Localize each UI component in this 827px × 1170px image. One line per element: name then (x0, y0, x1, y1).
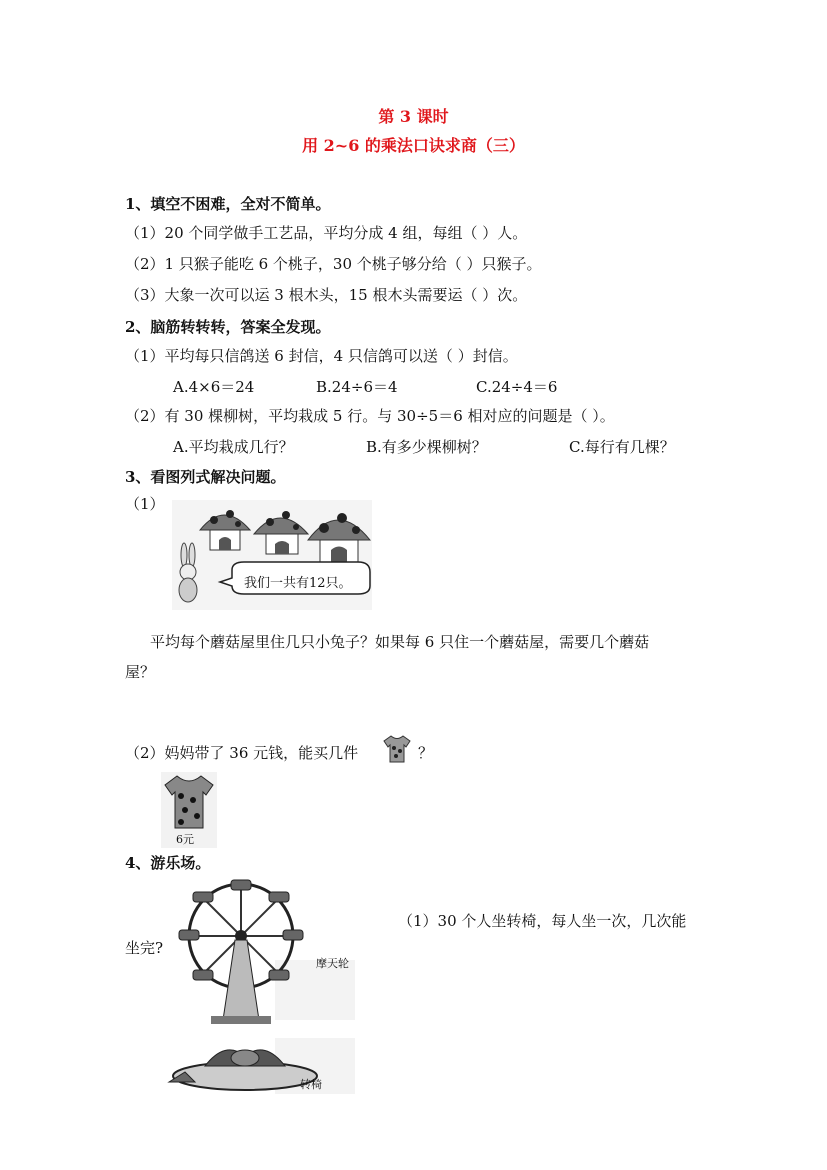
section2-q1-option-b: B.24÷6＝4 (316, 378, 398, 396)
section2-q1: （1）平均每只信鸽送 6 封信，4 只信鸽可以送（ ）封信。 (125, 347, 518, 365)
section4-q1-line2: 坐完? (125, 939, 164, 957)
ferris-wheel-label: 摩天轮 (316, 957, 349, 970)
section1-heading: 1、填空不困难，全对不简单。 (125, 195, 331, 213)
speech-bubble-text: 我们一共有12只。 (244, 576, 352, 591)
mushroom-house-illustration (172, 500, 372, 610)
shirt-price-label: 6元 (176, 833, 194, 846)
page-subtitle: 用 2~6 的乘法口诀求商（三） (302, 136, 525, 155)
section4-heading: 4、游乐场。 (125, 854, 211, 872)
section2-q2: （2）有 30 棵柳树，平均栽成 5 行。与 30÷5＝6 相对应的问题是（ ）。 (125, 407, 615, 425)
section3-q2-mark: ？ (418, 744, 434, 762)
section2-q1-option-a: A.4×6＝24 (173, 378, 255, 396)
section3-q1-text-line1: 平均每个蘑菇屋里住几只小兔子？如果每 6 只住一个蘑菇屋，需要几个蘑菇 (150, 633, 650, 651)
section1-q1: （1）20 个同学做手工艺品，平均分成 4 组，每组（ ）人。 (125, 224, 528, 242)
section2-q2-option-a: A.平均栽成几行？ (173, 438, 294, 456)
section2-heading: 2、脑筋转转转，答案全发现。 (125, 318, 331, 336)
section2-q2-option-c: C.每行有几棵？ (569, 438, 675, 456)
section4-q1-line1: （1）30 个人坐转椅，每人坐一次，几次能 (398, 912, 687, 930)
section3-q2-text: （2）妈妈带了 36 元钱，能买几件 (125, 744, 359, 762)
spinning-chair-label: 转椅 (300, 1078, 322, 1091)
section2-q1-option-c: C.24÷4＝6 (476, 378, 558, 396)
section1-q3: （3）大象一次可以运 3 根木头，15 根木头需要运（ ）次。 (125, 286, 528, 304)
section3-q1-label: （1） (125, 495, 165, 513)
page-title: 第 3 课时 (378, 107, 449, 126)
section3-heading: 3、看图列式解决问题。 (125, 468, 286, 486)
section3-q1-text-line2: 屋？ (125, 663, 156, 681)
shirt-icon (382, 734, 412, 764)
spinning-chair-illustration (165, 1036, 365, 1098)
section2-q2-option-b: B.有多少棵柳树？ (366, 438, 487, 456)
section1-q2: （2）1 只猴子能吃 6 个桃子，30 个桃子够分给（ ）只猴子。 (125, 255, 542, 273)
